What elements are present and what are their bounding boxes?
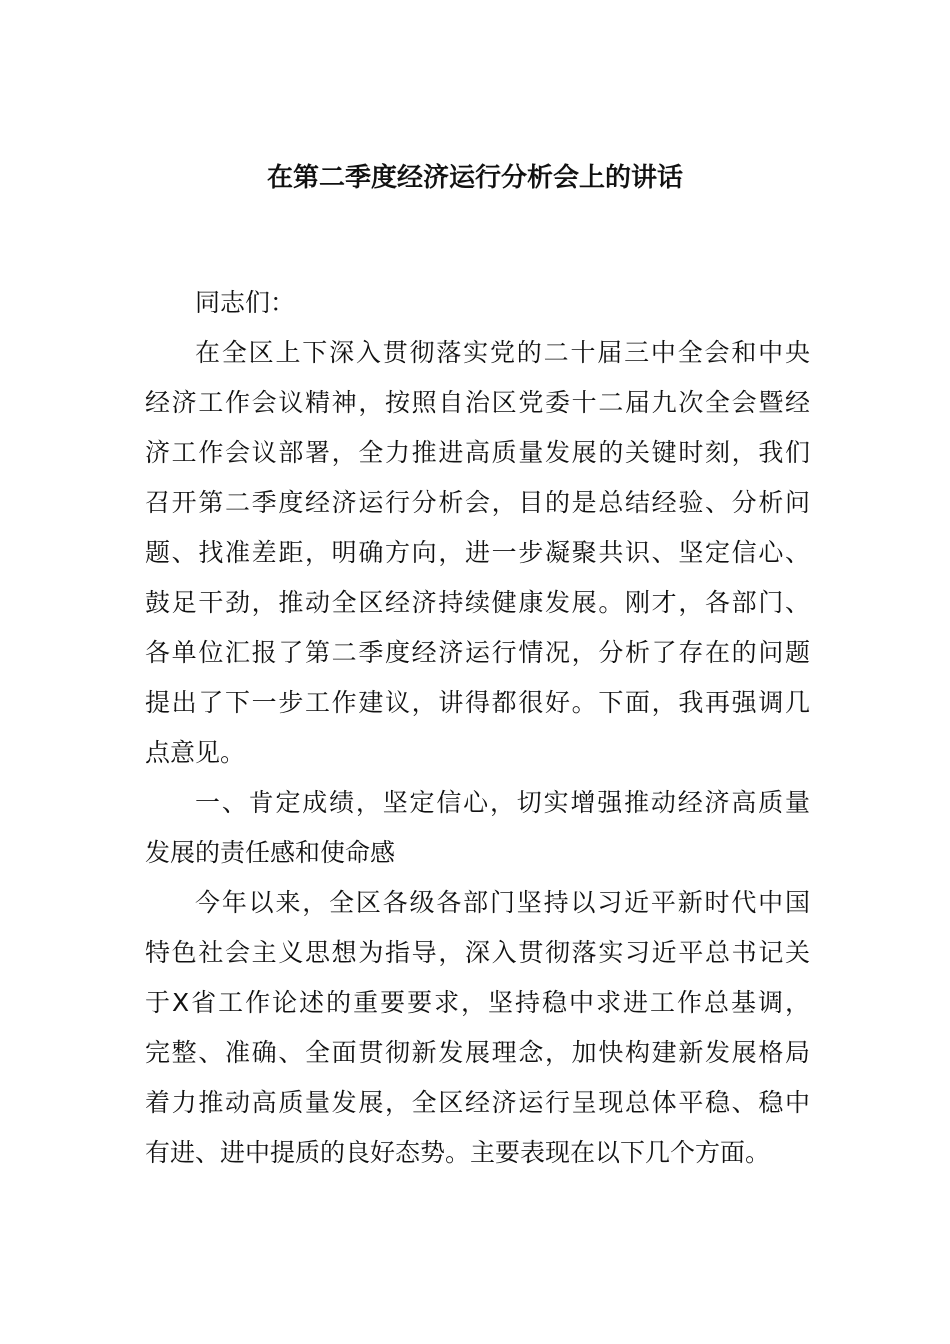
paragraph-1-line: 各单位汇报了第二季度经济运行情况，分析了存在的问题 — [145, 638, 810, 667]
salutation: 同志们： — [195, 288, 296, 317]
document-title: 在第二季度经济运行分析会上的讲话 — [266, 163, 683, 193]
paragraph-1-line: 经济工作会议精神，按照自治区党委十二届九次全会暨经 — [145, 388, 810, 417]
paragraph-2-line: 着力推动高质量发展，全区经济运行呈现总体平稳、稳中 — [145, 1088, 810, 1117]
paragraph-2-line: 完整、准确、全面贯彻新发展理念，加快构建新发展格局 — [145, 1038, 810, 1067]
document-body — [145, 278, 810, 1178]
paragraph-1-line: 召开第二季度经济运行分析会，目的是总结经验、分析问 — [145, 488, 810, 517]
paragraph-1-line: 在全区上下深入贯彻落实党的二十届三中全会和中央 — [195, 338, 810, 367]
section-heading-1-line: 发展的责任感和使命感 — [145, 838, 396, 867]
paragraph-2-line: 有进、进中提质的良好态势。主要表现在以下几个方面。 — [145, 1138, 771, 1167]
paragraph-1-line: 鼓足干劲，推动全区经济持续健康发展。刚才，各部门、 — [145, 588, 810, 617]
paragraph-1-line: 济工作会议部署，全力推进高质量发展的关键时刻，我们 — [145, 438, 810, 467]
paragraph-2-line: 特色社会主义思想为指导，深入贯彻落实习近平总书记关 — [145, 938, 810, 967]
section-heading-1-line: 一、肯定成绩，坚定信心，切实增强推动经济高质量 — [195, 788, 810, 817]
paragraph-1-line: 点意见。 — [145, 738, 246, 767]
paragraph-1-line: 提出了下一步工作建议，讲得都很好。下面，我再强调几 — [145, 688, 810, 717]
paragraph-2-line: 于X省工作论述的重要要求，坚持稳中求进工作总基调， — [145, 988, 810, 1017]
paragraph-2-line: 今年以来，全区各级各部门坚持以习近平新时代中国 — [195, 888, 810, 917]
paragraph-1-line: 题、找准差距，明确方向，进一步凝聚共识、坚定信心、 — [145, 538, 810, 567]
